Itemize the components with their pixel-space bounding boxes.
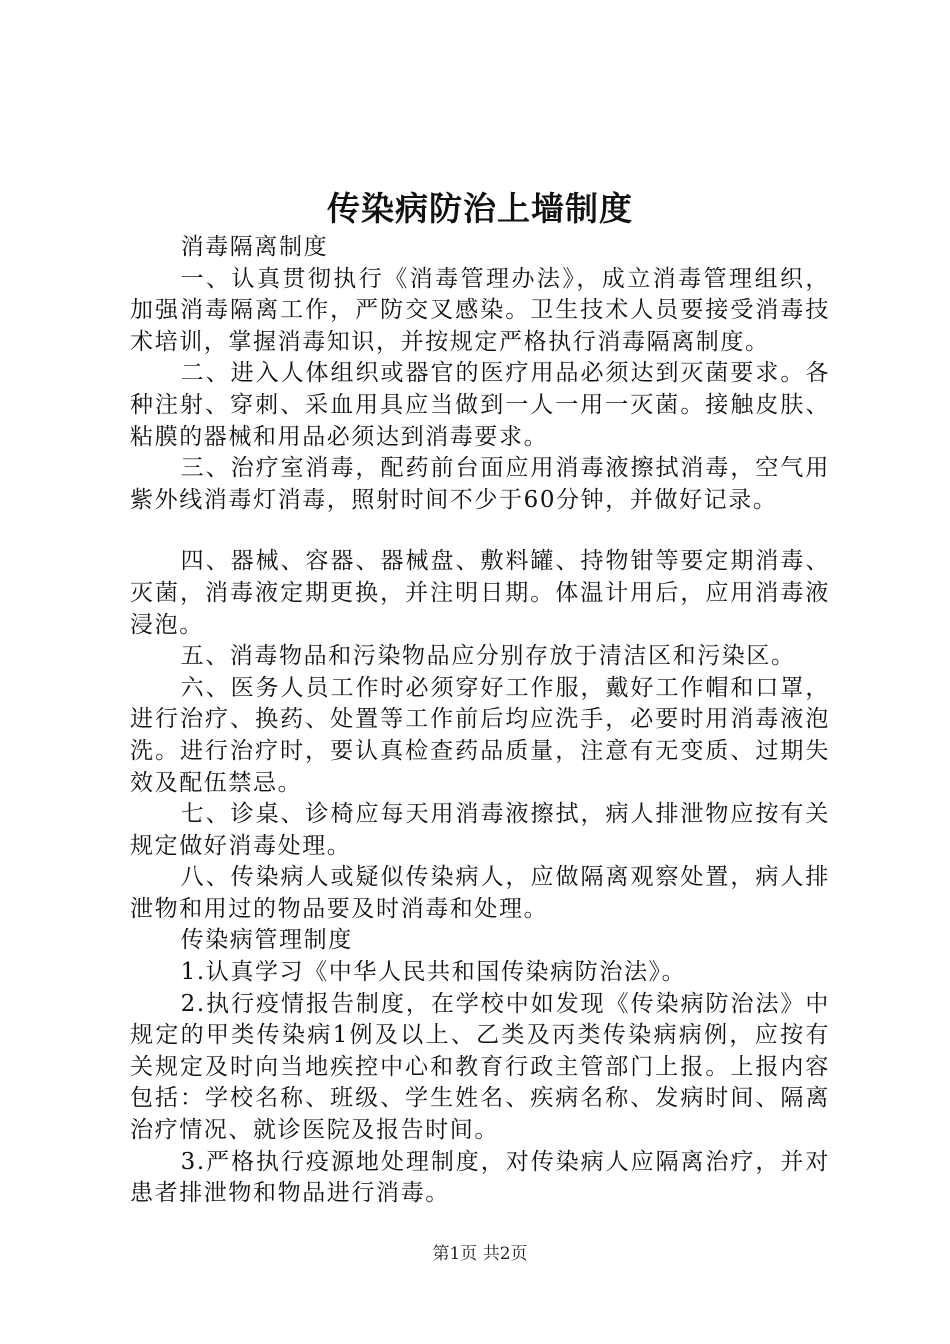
paragraph-item-8: 八、传染病人或疑似传染病人，应做隔离观察处置，病人排泄物和用过的物品要及时消毒和处理。	[130, 864, 830, 922]
numbered-item-2: 2.执行疫情报告制度，在学校中如发现《传染病防治法》中规定的甲类传染病1例及以上、乙类及丙类传染病病例，应按有关规定及时向当地疾控中心和教育行政主管部门上报。上报内容包括：学校名称、班级、学生姓名、疾病名称、发病时间、隔离治疗情况、就诊医院及报告时间。	[130, 990, 830, 1144]
paragraph-item-3: 三、治疗室消毒，配药前台面应用消毒液擦拭消毒，空气用紫外线消毒灯消毒，照射时间不少于60分钟，并做好记录。	[130, 455, 830, 513]
page-number-footer: 第1页 共2页	[432, 1244, 528, 1264]
paragraph-item-4: 四、器械、容器、器械盘、敷料罐、持物钳等要定期消毒、灭菌，消毒液定期更换，并注明日期。体温计用后，应用消毒液浸泡。	[130, 548, 830, 638]
section-heading-infectious-disease: 传染病管理制度	[180, 927, 353, 954]
numbered-item-1: 1.认真学习《中华人民共和国传染病防治法》。	[180, 959, 687, 986]
section-heading-disinfection: 消毒隔离制度	[180, 234, 329, 260]
paragraph-item-6: 六、医务人员工作时必须穿好工作服，戴好工作帽和口罩，进行治疗、换药、处置等工作前后均应洗手，必要时用消毒液泡洗。进行治疗时，要认真检查药品质量，注意有无变质、过期失效及配伍禁忌。	[130, 674, 830, 796]
numbered-item-3: 3.严格执行疫源地处理制度，对传染病人应隔离治疗，并对患者排泄物和物品进行消毒。	[130, 1148, 830, 1207]
paragraph-item-5: 五、消毒物品和污染物品应分别存放于清洁区和污染区。	[180, 643, 796, 670]
paragraph-item-7: 七、诊桌、诊椅应每天用消毒液擦拭，病人排泄物应按有关规定做好消毒处理。	[130, 801, 830, 859]
paragraph-item-1: 一、认真贯彻执行《消毒管理办法》，成立消毒管理组织，加强消毒隔离工作，严防交叉感染。卫生技术人员要接受消毒技术培训，掌握消毒知识，并按规定严格执行消毒隔离制度。	[130, 265, 830, 355]
paragraph-item-2: 二、进入人体组织或器官的医疗用品必须达到灭菌要求。各种注射、穿刺、采血用具应当做到一人一用一灭菌。接触皮肤、粘膜的器械和用品必须达到消毒要求。	[130, 360, 830, 450]
document-title: 传染病防治上墙制度	[327, 189, 633, 228]
document-body	[130, 232, 830, 1210]
